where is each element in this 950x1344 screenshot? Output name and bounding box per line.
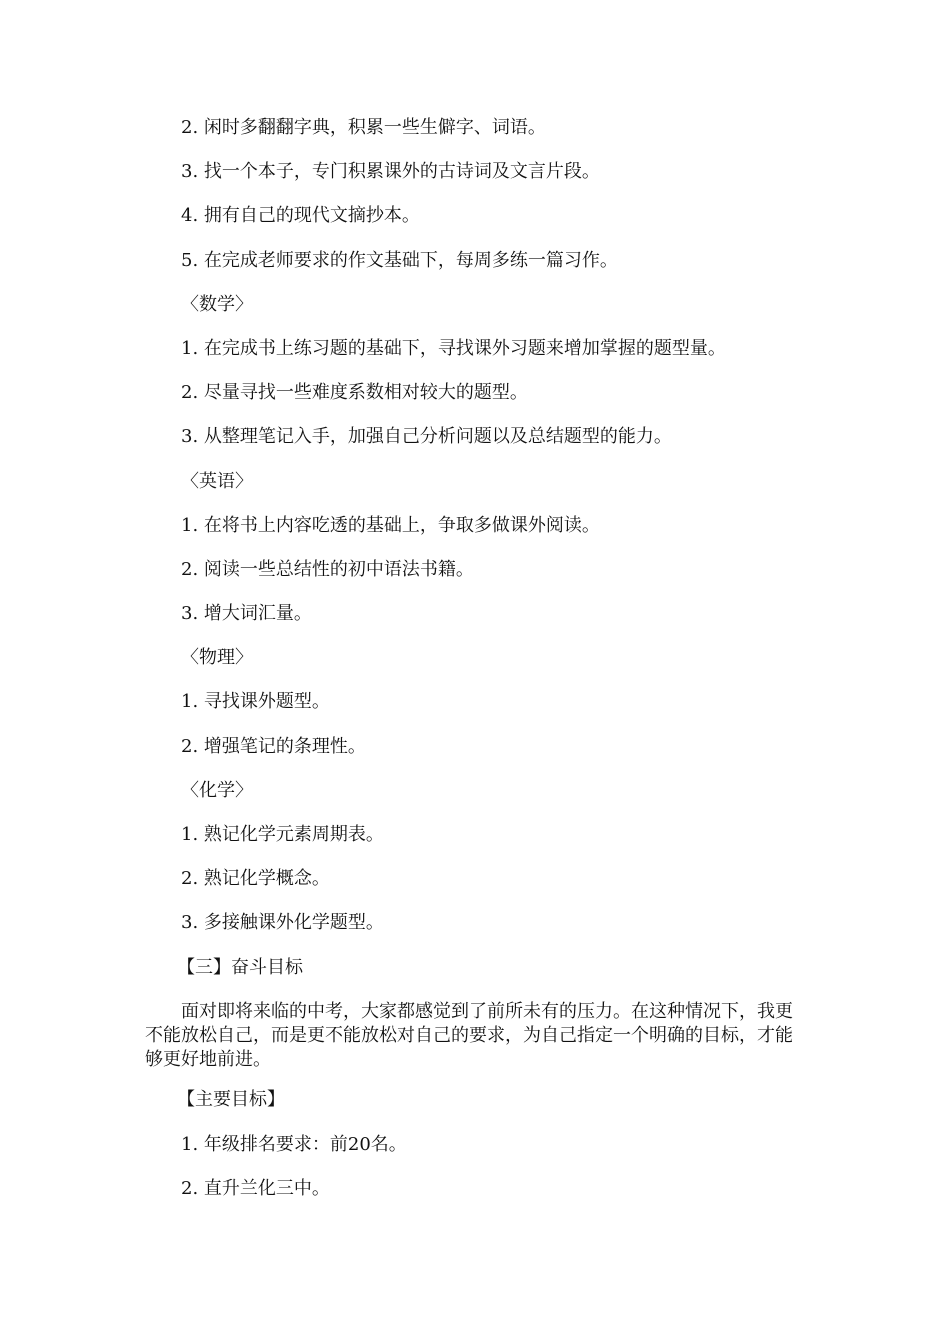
- physics-heading: 〈物理〉: [181, 647, 253, 668]
- chinese-item-4: 4. 拥有自己的现代文摘抄本。: [181, 205, 420, 226]
- body-paragraph: 面对即将来临的中考，大家都感觉到了前所未有的压力。在这种情况下，我更不能放松自己，而是更不能放松对自己的要求，为自己指定一个明确的目标，才能够更好地前进。: [145, 1001, 793, 1070]
- english-item-2: 2. 阅读一些总结性的初中语法书籍。: [181, 559, 474, 580]
- math-item-2: 2. 尽量寻找一些难度系数相对较大的题型。: [181, 382, 528, 403]
- english-item-1: 1. 在将书上内容吃透的基础上，争取多做课外阅读。: [181, 515, 600, 536]
- physics-item-2: 2. 增强笔记的条理性。: [181, 736, 366, 757]
- main-goals-heading: 【主要目标】: [177, 1089, 285, 1110]
- english-heading: 〈英语〉: [181, 471, 253, 492]
- chinese-item-5: 5. 在完成老师要求的作文基础下，每周多练一篇习作。: [181, 250, 618, 271]
- chinese-item-3: 3. 找一个本子，专门积累课外的古诗词及文言片段。: [181, 161, 600, 182]
- english-item-3: 3. 增大词汇量。: [181, 603, 312, 624]
- math-heading: 〈数学〉: [181, 294, 253, 315]
- math-item-1: 1. 在完成书上练习题的基础下，寻找课外习题来增加掌握的题型量。: [181, 338, 726, 359]
- chemistry-item-2: 2. 熟记化学概念。: [181, 868, 330, 889]
- chinese-item-2: 2. 闲时多翻翻字典，积累一些生僻字、词语。: [181, 117, 546, 138]
- chemistry-item-1: 1. 熟记化学元素周期表。: [181, 824, 384, 845]
- math-item-3: 3. 从整理笔记入手，加强自己分析问题以及总结题型的能力。: [181, 426, 672, 447]
- section-heading-goals: 【三】奋斗目标: [177, 957, 303, 978]
- physics-item-1: 1. 寻找课外题型。: [181, 691, 330, 712]
- chemistry-heading: 〈化学〉: [181, 780, 253, 801]
- goal-item-2: 2. 直升兰化三中。: [181, 1178, 330, 1199]
- goal-item-1: 1. 年级排名要求：前20名。: [181, 1134, 407, 1155]
- chemistry-item-3: 3. 多接触课外化学题型。: [181, 912, 384, 933]
